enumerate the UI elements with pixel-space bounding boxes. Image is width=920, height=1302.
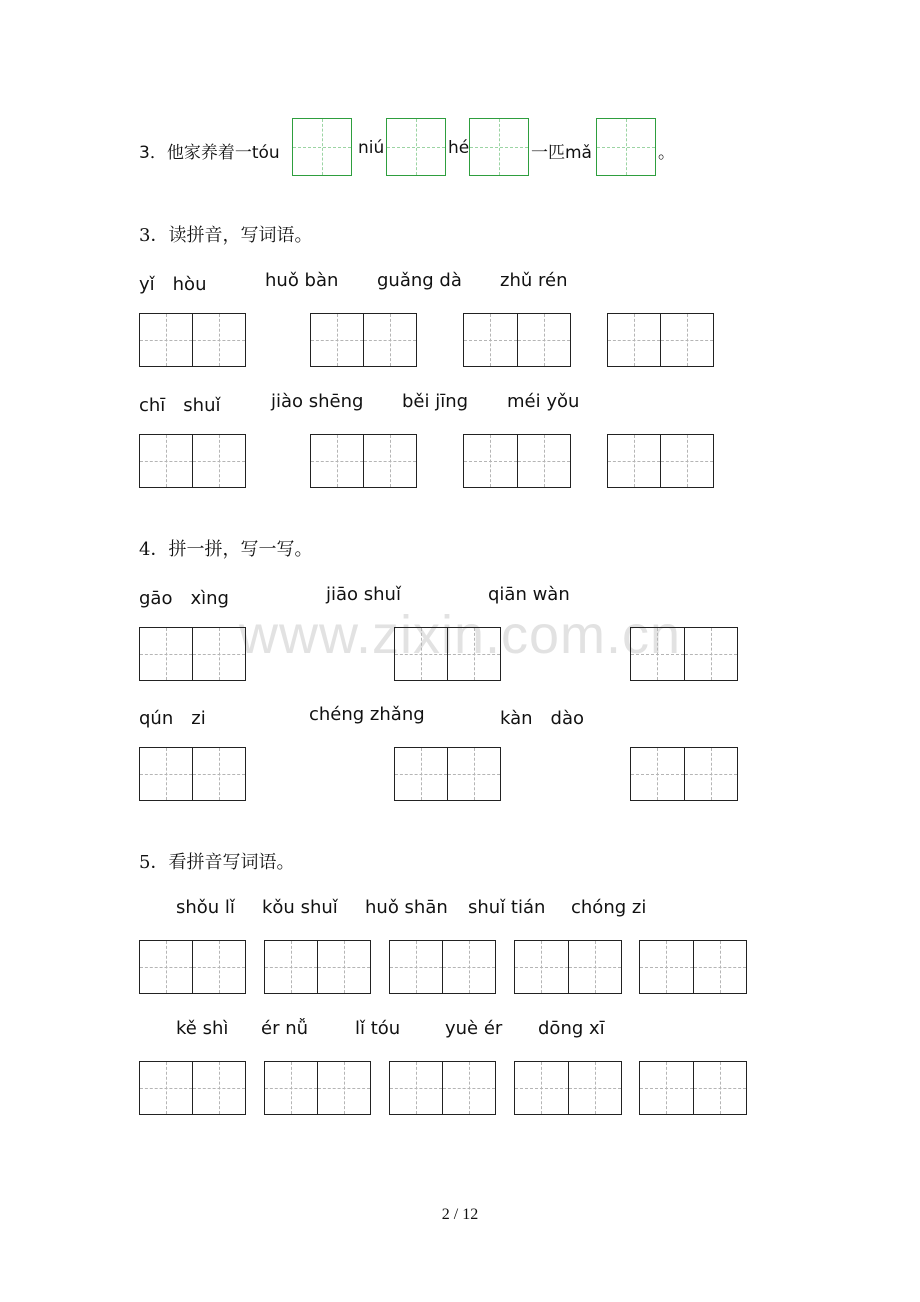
pinyin-label: ér nǚ xyxy=(261,1018,309,1039)
watermark: www.zixin.com.cn xyxy=(238,605,682,665)
writing-grid[interactable] xyxy=(139,627,246,681)
pinyin-label: gāo xìng xyxy=(139,588,229,609)
pinyin-label: yuè ér xyxy=(445,1018,503,1039)
writing-grid[interactable] xyxy=(607,434,714,488)
writing-grid[interactable] xyxy=(514,1061,622,1115)
writing-grid[interactable] xyxy=(139,313,246,367)
writing-grid[interactable] xyxy=(514,940,622,994)
pinyin-label: shuǐ tián xyxy=(468,897,546,918)
writing-grid[interactable] xyxy=(264,1061,371,1115)
writing-grid[interactable] xyxy=(139,940,246,994)
pinyin-label: qiān wàn xyxy=(488,584,570,605)
writing-grid[interactable] xyxy=(264,940,371,994)
pinyin-label: huǒ shān xyxy=(365,897,448,918)
answer-box-3[interactable] xyxy=(469,118,529,176)
q3-text-he: hé xyxy=(448,138,470,158)
q3-sentence-prefix: 3．他家养着一tóu xyxy=(139,143,280,163)
pinyin-label: chī shuǐ xyxy=(139,395,221,416)
q3-text-end: 。 xyxy=(658,143,675,163)
pinyin-label: běi jīng xyxy=(402,391,469,412)
pinyin-label: chóng zi xyxy=(571,897,647,918)
writing-grid[interactable] xyxy=(139,747,246,801)
writing-grid[interactable] xyxy=(639,1061,747,1115)
q3-text-ma: 一匹mǎ xyxy=(531,143,592,163)
pinyin-label: jiào shēng xyxy=(271,391,364,412)
writing-grid[interactable] xyxy=(463,313,571,367)
pinyin-label: jiāo shuǐ xyxy=(326,584,401,605)
writing-grid[interactable] xyxy=(639,940,747,994)
pinyin-label: guǎng dà xyxy=(377,270,462,291)
pinyin-label: dōng xī xyxy=(538,1018,605,1039)
pinyin-label: kě shì xyxy=(176,1018,229,1039)
answer-box-1[interactable] xyxy=(292,118,352,176)
writing-grid[interactable] xyxy=(463,434,571,488)
writing-grid[interactable] xyxy=(310,434,417,488)
pinyin-label: zhǔ rén xyxy=(500,270,568,291)
pinyin-label: kàn dào xyxy=(500,708,585,729)
writing-grid[interactable] xyxy=(139,434,246,488)
pinyin-label: méi yǒu xyxy=(507,391,580,412)
section-4-heading: 4．拼一拼，写一写。 xyxy=(139,539,313,560)
section-5-heading: 5．看拼音写词语。 xyxy=(139,852,295,873)
answer-box-2[interactable] xyxy=(386,118,446,176)
writing-grid[interactable] xyxy=(630,627,738,681)
pinyin-label: yǐ hòu xyxy=(139,274,207,295)
answer-box-4[interactable] xyxy=(596,118,656,176)
page-number: 2 / 12 xyxy=(441,1206,479,1223)
writing-grid[interactable] xyxy=(630,747,738,801)
pinyin-label: kǒu shuǐ xyxy=(262,897,338,918)
pinyin-label: lǐ tóu xyxy=(355,1018,401,1039)
writing-grid[interactable] xyxy=(139,1061,246,1115)
section-3-heading: 3．读拼音，写词语。 xyxy=(139,225,313,246)
writing-grid[interactable] xyxy=(607,313,714,367)
writing-grid[interactable] xyxy=(394,747,501,801)
pinyin-label: chéng zhǎng xyxy=(309,704,425,725)
pinyin-label: qún zi xyxy=(139,708,206,729)
writing-grid[interactable] xyxy=(389,1061,496,1115)
q3-text-niu: niú xyxy=(358,138,385,158)
pinyin-label: huǒ bàn xyxy=(265,270,339,291)
writing-grid[interactable] xyxy=(394,627,501,681)
pinyin-label: shǒu lǐ xyxy=(176,897,235,918)
writing-grid[interactable] xyxy=(310,313,417,367)
writing-grid[interactable] xyxy=(389,940,496,994)
